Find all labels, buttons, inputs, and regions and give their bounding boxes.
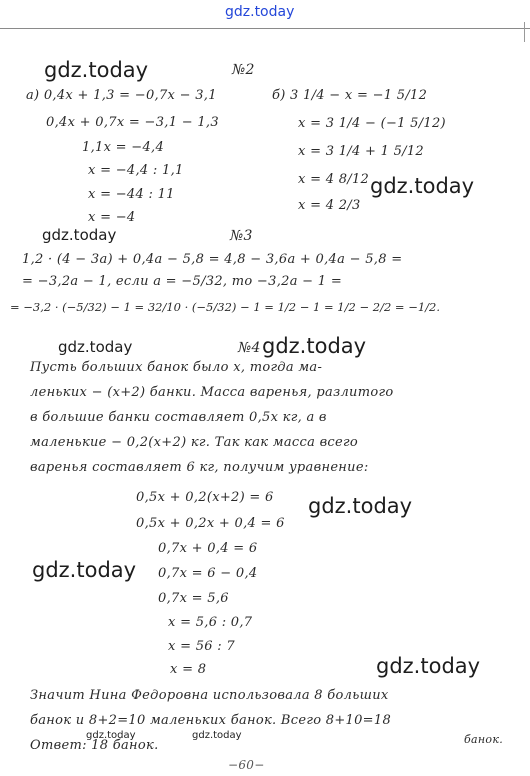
p4-eq-2: 0,5x + 0,2x + 0,4 = 6 [136,516,285,531]
p4-conclusion-2: банок и 8+2=10 маленьких банок. Всего 8+10=18 [30,713,392,728]
p4-eq-1: 0,5x + 0,2(x+2) = 6 [136,490,274,505]
page-edge-mark [524,22,525,42]
p4-conclusion-1: Значит Нина Федоровна использовала 8 больших [30,688,389,703]
p2a-line-2: 0,4x + 0,7x = −3,1 − 1,3 [46,115,219,130]
watermark: gdz.today [86,730,136,741]
p2a-line-3: 1,1x = −4,4 [82,140,165,155]
watermark: gdz.today [370,174,475,198]
p4-eq-3: 0,7x + 0,4 = 6 [158,541,258,556]
p3-line-1: 1,2 · (4 − 3a) + 0,4a − 5,8 = 4,8 − 3,6a + 0,4a − 5,8 = [22,252,403,267]
watermark-top: gdz.today [225,4,295,20]
p2a-line-6: x = −4 [88,210,136,225]
p4-text-line-2: леньких − (x+2) банки. Масса варенья, разлитого [30,385,394,400]
watermark: gdz.today [32,558,137,582]
p4-eq-7: x = 56 : 7 [168,639,235,654]
watermark: gdz.today [262,334,367,358]
problem-2-label: №2 [232,62,255,78]
p4-eq-4: 0,7x = 6 − 0,4 [158,566,258,581]
p4-conclusion-3: банок. [464,733,504,746]
p2a-line-4: x = −4,4 : 1,1 [88,163,184,178]
watermark: gdz.today [308,494,413,518]
p2b-line-4: x = 4 8/12 [298,172,370,187]
watermark: gdz.today [58,338,133,356]
p4-text-line-4: маленькие − 0,2(x+2) кг. Так как масса всего [30,435,359,450]
p2a-line-1: а) 0,4x + 1,3 = −0,7x − 3,1 [26,88,217,103]
problem-4-label: №4 [238,340,261,356]
p2a-line-5: x = −44 : 11 [88,187,175,202]
watermark: gdz.today [44,58,149,82]
p4-answer: Ответ: 18 банок. [30,738,159,753]
watermark: gdz.today [192,730,242,741]
problem-3-label: №3 [230,228,253,244]
p3-line-2: = −3,2a − 1, если a = −5/32, то −3,2a − 1 = [22,274,343,289]
p4-text-line-5: варенья составляет 6 кг, получим уравнение: [30,460,369,475]
p2b-line-5: x = 4 2/3 [298,198,361,213]
page-number: −60− [228,758,265,772]
p4-eq-6: x = 5,6 : 0,7 [168,615,253,630]
p2b-line-2: x = 3 1/4 − (−1 5/12) [298,116,446,131]
p2b-line-3: x = 3 1/4 + 1 5/12 [298,144,424,159]
p4-eq-5: 0,7x = 5,6 [158,591,229,606]
p4-text-line-1: Пусть больших банок было x, тогда ма- [30,360,323,375]
p3-line-3: = −3,2 · (−5/32) − 1 = 32/10 · (−5/32) − 1 = 1/2 − 1 = 1/2 − 2/2 = −1/2. [10,300,441,314]
p4-text-line-3: в большие банки составляет 0,5x кг, а в [30,410,327,425]
p2b-line-1: б) 3 1/4 − x = −1 5/12 [272,88,428,103]
header-divider [0,28,530,29]
watermark: gdz.today [42,226,117,244]
p4-eq-8: x = 8 [170,662,207,677]
watermark: gdz.today [376,654,481,678]
